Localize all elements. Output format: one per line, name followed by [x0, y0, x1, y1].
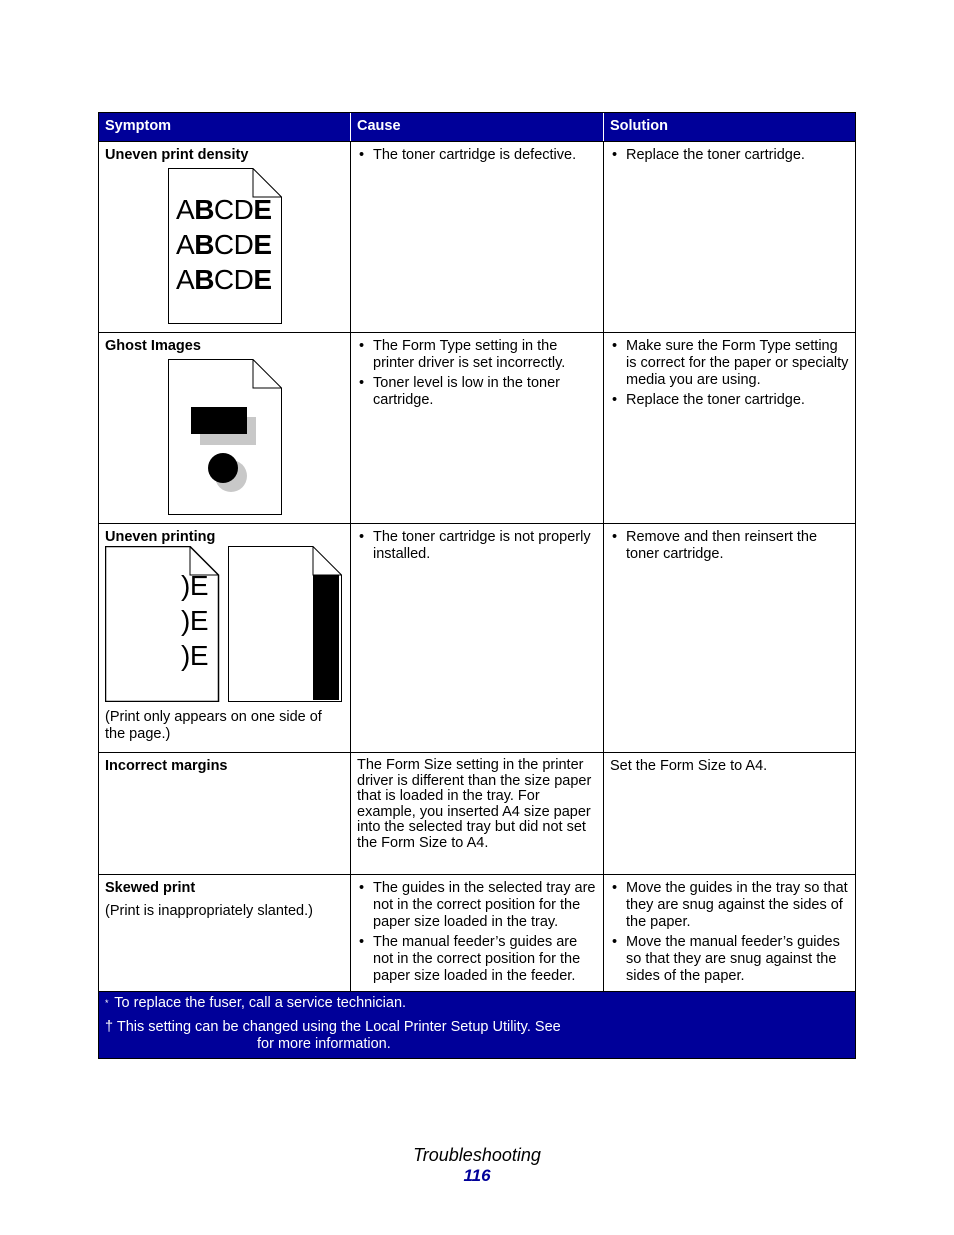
symptom-label: Incorrect margins: [105, 758, 228, 774]
solution-item: • Move the manual feeder’s guides so that they are snug against the sides of the paper.: [610, 934, 849, 985]
density-line: ABCDE: [176, 229, 272, 260]
page-footer: [0, 1145, 954, 1186]
uneven-line: )E: [181, 605, 208, 636]
symptom-cell: [99, 524, 351, 752]
cause-cell: [351, 333, 604, 523]
footnote-text: To replace the fuser, call a service technician.: [114, 995, 407, 1011]
ghost-images-illustration: [168, 359, 282, 515]
density-line: ABCDE: [176, 264, 272, 295]
solution-cell: [604, 142, 855, 332]
cause-cell: [351, 875, 604, 991]
troubleshooting-table: [98, 112, 856, 1059]
uneven-sample-lines: [181, 568, 208, 673]
cause-text: The Form Size setting in the printer driver is different than the size paper that is loaded in the tray. For example, you inserted A4 size paper into the selected tray but did not set the Form Size to A4.: [357, 757, 592, 851]
footnote-mark: †: [105, 1019, 114, 1035]
uneven-line: )E: [181, 570, 208, 601]
cause-cell: [351, 753, 604, 874]
footnote-mark: *: [105, 998, 109, 1008]
footnote-2: [105, 1019, 849, 1036]
symptom-cell: [99, 753, 351, 874]
solution-item: • Move the guides in the tray so that they are snug against the sides of the paper.: [610, 880, 849, 931]
uneven-density-illustration: [168, 168, 282, 324]
solution-cell: [604, 753, 855, 874]
footnote-text: This setting can be changed using the Local Printer Setup Utility. See: [116, 1019, 561, 1035]
cause-item: • The toner cartridge is not properly installed.: [357, 529, 597, 563]
cause-item: • The toner cartridge is defective.: [357, 147, 597, 164]
symptom-label: Ghost Images: [105, 338, 201, 354]
table-footnotes: [99, 991, 855, 1058]
symptom-label: Uneven print density: [105, 147, 249, 163]
table-row: [99, 752, 855, 874]
cause-cell: [351, 142, 604, 332]
cause-item: • The guides in the selected tray are not in the correct position for the paper size loaded in the tray.: [357, 880, 597, 931]
cause-item: • The Form Type setting in the printer driver is set incorrectly.: [357, 338, 597, 372]
solution-cell: [604, 524, 855, 752]
solution-item: • Replace the toner cartridge.: [610, 147, 849, 164]
symptom-cell: [99, 875, 351, 991]
footnote-1: [105, 995, 849, 1012]
symptom-label: Uneven printing: [105, 529, 216, 545]
page-number: 116: [463, 1166, 491, 1185]
cause-item: • The manual feeder’s guides are not in the correct position for the paper size loaded in the feeder.: [357, 934, 597, 985]
solution-cell: [604, 333, 855, 523]
cause-item: • Toner level is low in the toner cartridge.: [357, 375, 597, 409]
symptom-note: (Print is inappropriately slanted.): [105, 903, 313, 919]
uneven-line: )E: [181, 640, 208, 671]
symptom-cell: [99, 333, 351, 523]
header-solution: Solution: [610, 118, 668, 134]
header-cause: Cause: [351, 113, 604, 141]
table-row: [99, 874, 855, 991]
symptom-label: Skewed print: [105, 880, 196, 896]
footnote-2-continued: for more information.: [257, 1036, 391, 1052]
solution-cell: [604, 875, 855, 991]
table-header: [99, 113, 855, 141]
section-title: Troubleshooting: [413, 1145, 541, 1165]
table-row: [99, 523, 855, 752]
uneven-printing-illustration: [105, 546, 345, 702]
symptom-cell: [99, 142, 351, 332]
solution-text: Set the Form Size to A4.: [610, 758, 768, 774]
density-line: ABCDE: [176, 194, 272, 225]
table-row: [99, 332, 855, 523]
symptom-note: (Print only appears on one side of the page.): [105, 709, 322, 742]
cause-cell: [351, 524, 604, 752]
header-symptom: Symptom: [99, 113, 351, 141]
solution-item: • Make sure the Form Type setting is correct for the paper or specialty media you are using.: [610, 338, 849, 389]
density-sample-lines: [176, 192, 272, 297]
table-row: [99, 141, 855, 332]
solution-item: • Remove and then reinsert the toner cartridge.: [610, 529, 849, 563]
solution-item: • Replace the toner cartridge.: [610, 392, 849, 409]
